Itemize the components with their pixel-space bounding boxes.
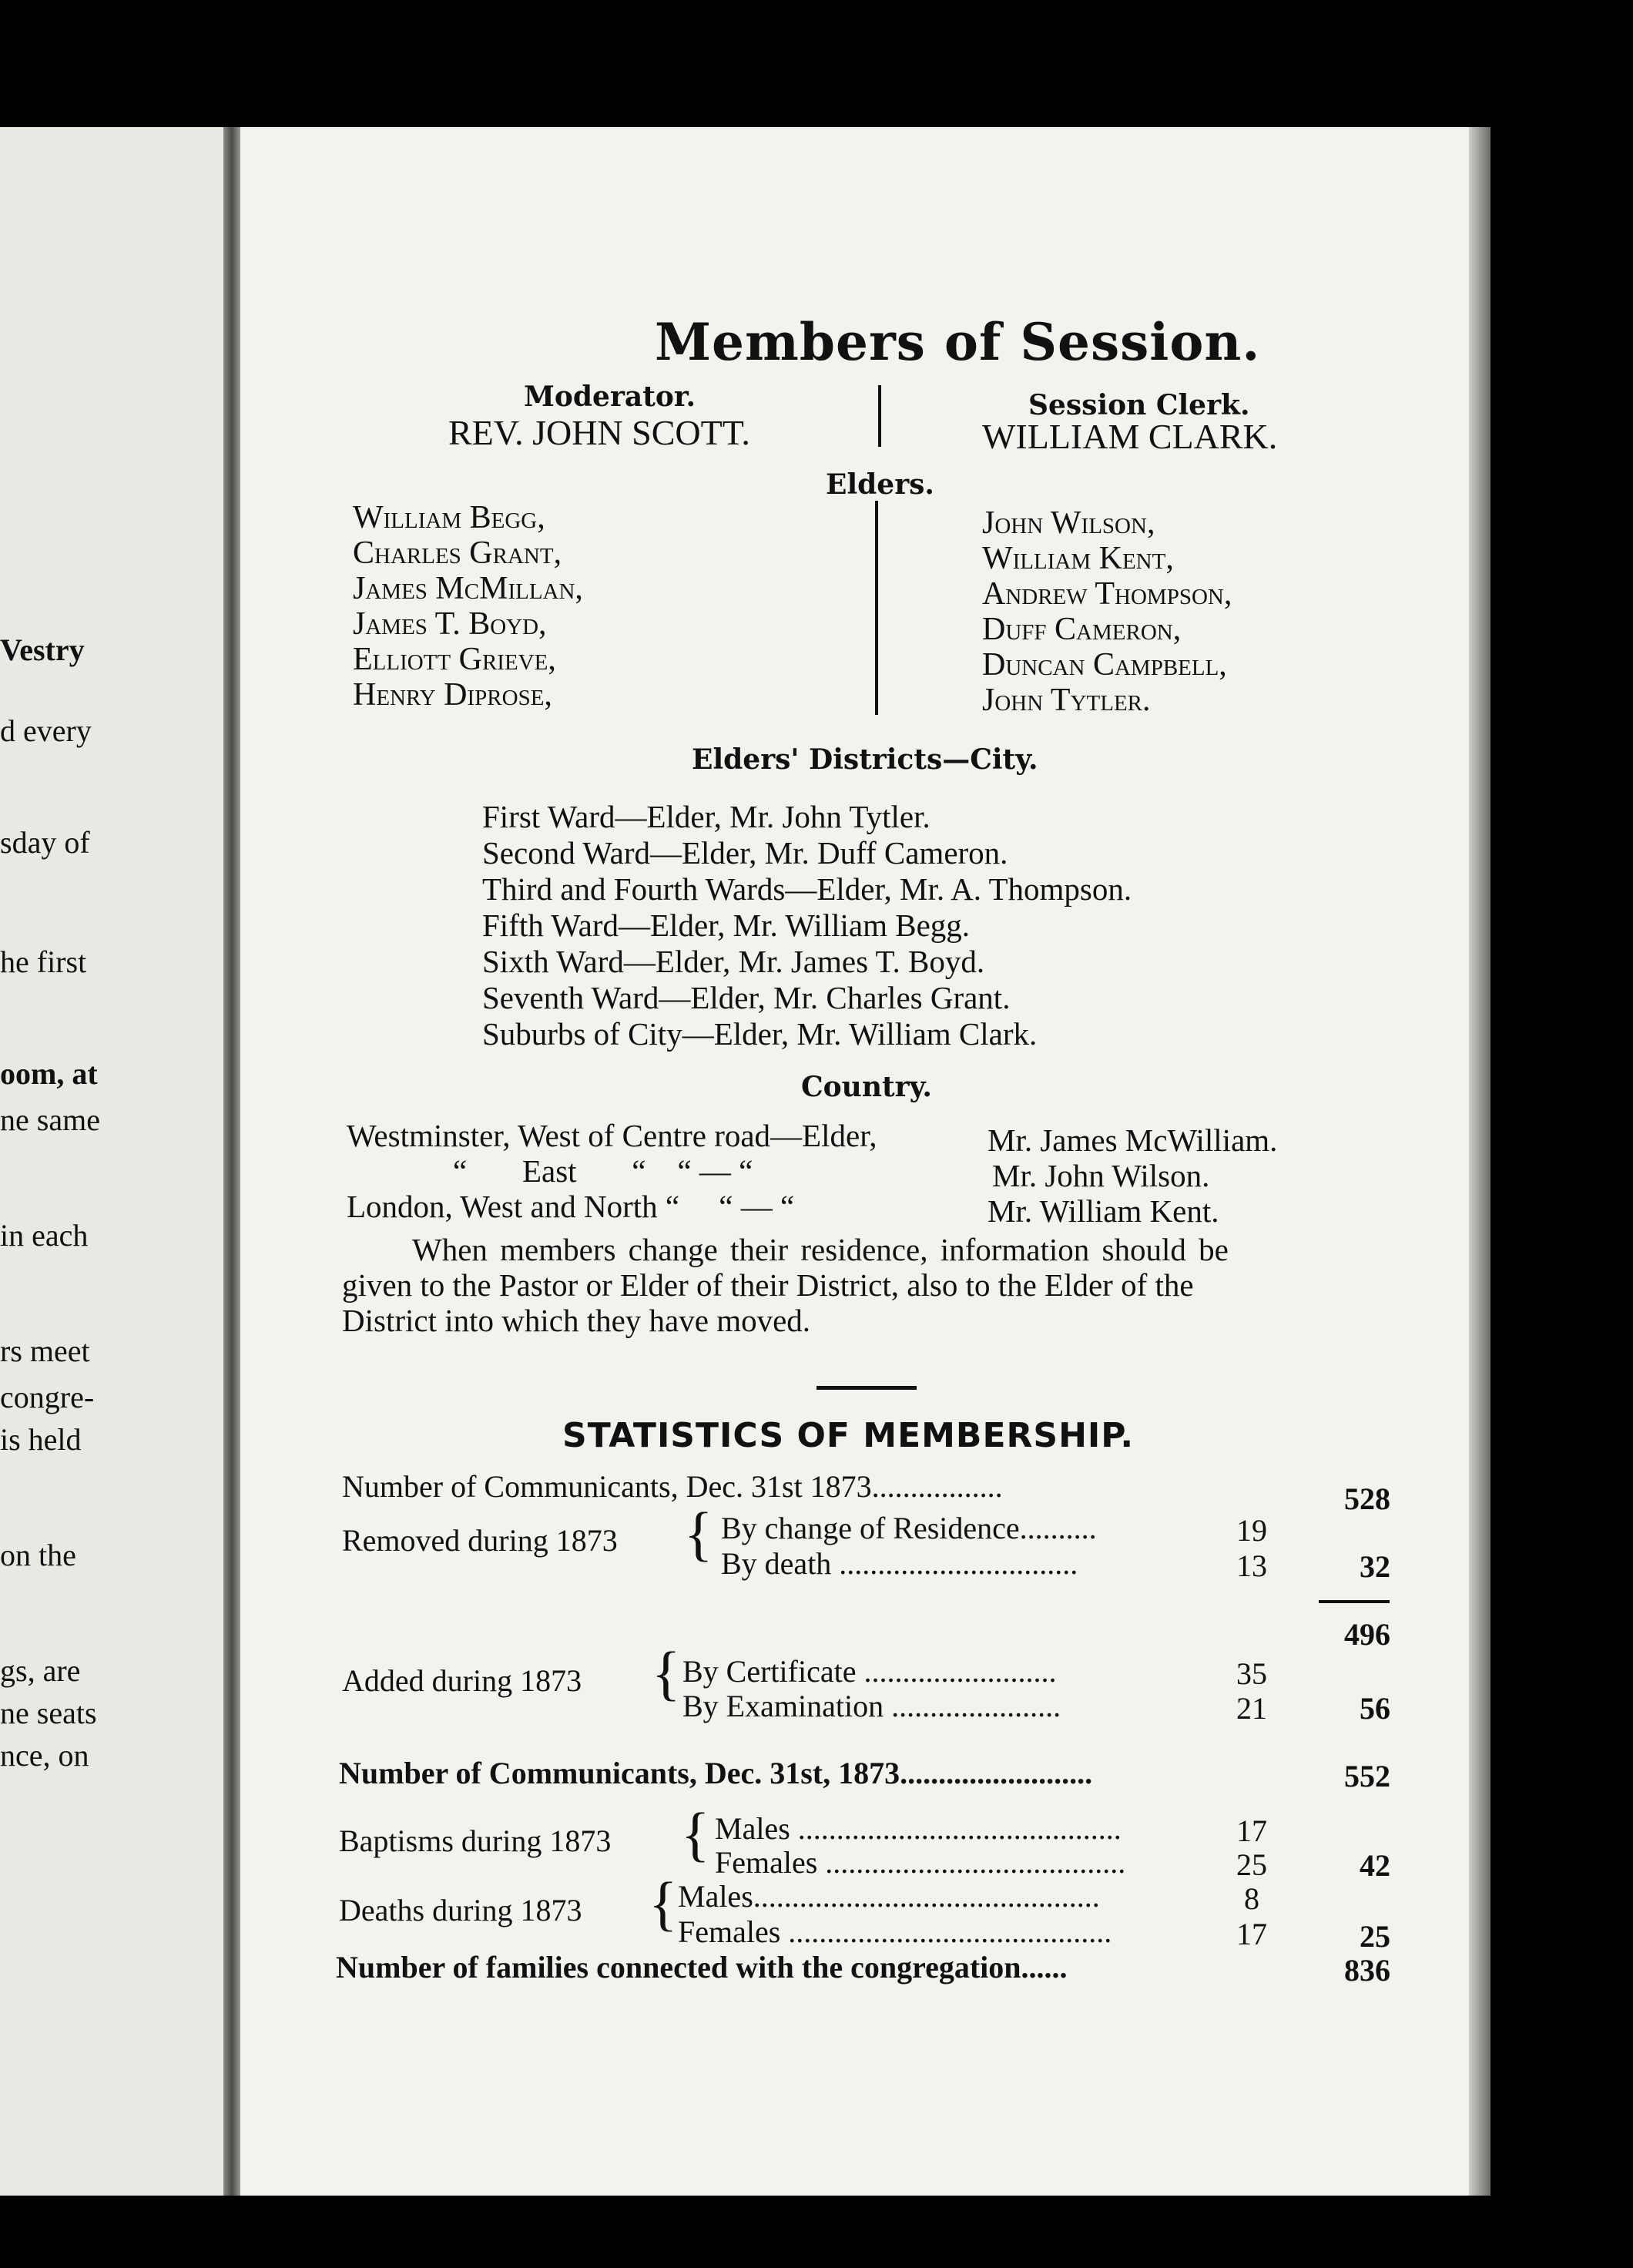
stat-item-value: 17	[1236, 1813, 1267, 1848]
country-elder: Mr. William Kent.	[988, 1193, 1219, 1229]
notice-line: District into which they have moved.	[342, 1303, 811, 1338]
left-fragment: rs meet	[0, 1334, 90, 1368]
left-fragment: nce, on	[0, 1738, 89, 1773]
brace: {	[681, 1800, 710, 1867]
stat-item-value: 21	[1236, 1691, 1267, 1726]
stat-value: 25	[1360, 1919, 1390, 1954]
stat-value: 836	[1344, 1953, 1390, 1988]
left-fragment: congre-	[0, 1380, 95, 1414]
column-divider	[878, 385, 881, 447]
district-line: Third and Fourth Wards—Elder, Mr. A. Thompson.	[482, 871, 1132, 907]
left-fragment: in each	[0, 1218, 89, 1253]
left-fragment: gs, are	[0, 1653, 81, 1688]
brace: {	[684, 1500, 713, 1567]
elder-name: Duncan Campbell,	[982, 647, 1227, 683]
stat-item: By change of Residence..........	[721, 1511, 1097, 1545]
stat-value: 552	[1344, 1759, 1390, 1793]
elder-name: William Kent,	[982, 541, 1174, 576]
stat-label: Number of families connected with the congregation......	[336, 1950, 1068, 1984]
elder-name: Andrew Thompson,	[982, 576, 1232, 612]
stat-value: 528	[1344, 1481, 1390, 1516]
elder-name: John Tytler.	[982, 683, 1151, 718]
stat-item: Females .......................................	[715, 1845, 1126, 1880]
book-spine	[223, 127, 240, 2196]
stat-label: Removed during 1873	[342, 1523, 618, 1558]
left-fragment: ne seats	[0, 1696, 97, 1730]
elder-name: Duff Cameron,	[982, 612, 1182, 647]
stat-item-value: 17	[1236, 1917, 1267, 1951]
stat-item: By Examination ......................	[682, 1689, 1061, 1723]
elder-name: William Begg,	[353, 500, 545, 535]
page-edge	[1469, 127, 1490, 2196]
district-line: First Ward—Elder, Mr. John Tytler.	[482, 799, 931, 834]
section-divider	[816, 1386, 917, 1390]
moderator-label: Moderator.	[524, 381, 696, 413]
left-fragment: oom, at	[0, 1056, 98, 1091]
stat-item-value: 35	[1236, 1656, 1267, 1691]
stat-label: Number of Communicants, Dec. 31st, 1873.........................	[339, 1756, 1093, 1790]
page-title: Members of Session.	[655, 312, 1261, 372]
district-line: Second Ward—Elder, Mr. Duff Cameron.	[482, 835, 1008, 871]
left-fragment: Vestry	[0, 632, 85, 667]
stat-item: Males ..........................................	[715, 1811, 1122, 1846]
country-place: Westminster, West of Centre road—Elder,	[347, 1118, 877, 1153]
stat-value: 42	[1360, 1848, 1390, 1883]
stat-label: Number of Communicants, Dec. 31st 1873.................	[342, 1469, 1003, 1504]
district-line: Suburbs of City—Elder, Mr. William Clark.	[482, 1016, 1038, 1052]
statistics-title: STATISTICS OF MEMBERSHIP.	[562, 1416, 1135, 1455]
stat-label: Deaths during 1873	[339, 1893, 582, 1927]
sum-rule	[1319, 1600, 1390, 1603]
stat-item-value: 8	[1244, 1881, 1259, 1916]
left-fragment: d every	[0, 713, 92, 748]
stat-item: Females ..........................................	[678, 1914, 1112, 1949]
left-fragment: ne same	[0, 1102, 100, 1137]
left-fragment: sday of	[0, 825, 90, 860]
elder-name: Charles Grant,	[353, 535, 562, 571]
stat-item-value: 25	[1236, 1847, 1267, 1882]
districts-city-label: Elders' Districts—City.	[692, 743, 1038, 776]
brace: {	[652, 1639, 681, 1706]
stat-value: 32	[1360, 1549, 1390, 1584]
stat-value: 496	[1344, 1617, 1390, 1652]
column-divider	[875, 501, 878, 715]
moderator-name: REV. JOHN SCOTT.	[448, 413, 750, 452]
district-line: Sixth Ward—Elder, Mr. James T. Boyd.	[482, 944, 985, 979]
elder-name: Henry Diprose,	[353, 677, 552, 713]
country-label: Country.	[801, 1071, 932, 1103]
country-elder: Mr. James McWilliam.	[988, 1122, 1278, 1158]
stat-item-value: 19	[1236, 1513, 1267, 1548]
stat-item-value: 13	[1236, 1548, 1267, 1583]
notice-line: When members change their residence, information should be	[412, 1232, 1229, 1267]
session-clerk-name: WILLIAM CLARK.	[982, 417, 1278, 456]
stat-label: Baptisms during 1873	[339, 1823, 612, 1858]
notice-line: given to the Pastor or Elder of their District, also to the Elder of the	[342, 1267, 1194, 1303]
elders-label: Elders.	[826, 468, 934, 501]
stat-value: 56	[1360, 1691, 1390, 1726]
session-clerk-label: Session Clerk.	[1028, 389, 1250, 421]
district-line: Fifth Ward—Elder, Mr. William Begg.	[482, 908, 971, 943]
district-line: Seventh Ward—Elder, Mr. Charles Grant.	[482, 980, 1011, 1015]
left-fragment: on the	[0, 1538, 76, 1572]
brace: {	[649, 1870, 678, 1937]
left-fragment: is held	[0, 1422, 82, 1457]
stat-item: By death ...............................	[721, 1546, 1078, 1581]
country-elder: Mr. John Wilson.	[992, 1158, 1210, 1193]
elder-name: James T. Boyd,	[353, 606, 547, 642]
elder-name: John Wilson,	[982, 505, 1155, 541]
elder-name: James McMillan,	[353, 571, 583, 606]
stat-item: By Certificate .........................	[682, 1654, 1057, 1689]
stat-label: Added during 1873	[342, 1663, 582, 1698]
country-place: London, West and North “ “ — “	[347, 1189, 795, 1224]
elder-name: Elliott Grieve,	[353, 642, 556, 677]
left-fragment: he first	[0, 944, 87, 979]
stat-item: Males.............................................	[678, 1879, 1100, 1914]
left-page	[0, 127, 223, 2196]
country-place: “ East “ “ — “	[453, 1153, 753, 1189]
